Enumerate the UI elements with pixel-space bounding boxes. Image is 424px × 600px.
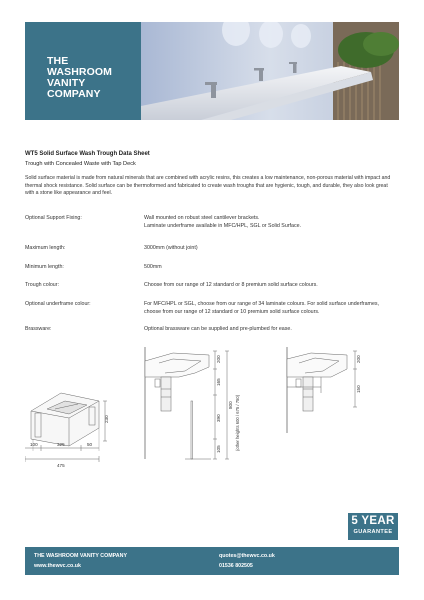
dim-right-150: 150 bbox=[356, 385, 361, 393]
page-title: WT5 Solid Surface Wash Trough Data Sheet bbox=[25, 151, 150, 157]
dim-right-200: 200 bbox=[356, 355, 361, 363]
spec-label: Optional underframe colour: bbox=[25, 301, 91, 307]
logo-line: VANITY bbox=[47, 77, 86, 89]
dim-230: 230 bbox=[104, 415, 109, 423]
dim-side-105: 105 bbox=[216, 445, 221, 453]
spec-label: Trough colour: bbox=[25, 282, 59, 288]
badge-label: GUARANTEE bbox=[353, 529, 393, 535]
dim-side-200: 200 bbox=[216, 355, 221, 363]
spec-label: Maximum length: bbox=[25, 245, 66, 251]
dim-side-390: 390 bbox=[216, 414, 221, 422]
dim-side-800: 800 bbox=[228, 401, 233, 409]
spec-label: Minimum length: bbox=[25, 264, 64, 270]
technical-drawings bbox=[25, 343, 399, 468]
logo-line: COMPANY bbox=[47, 88, 101, 100]
logo-line: THE bbox=[47, 55, 69, 67]
spec-label: Optional Support Fixing: bbox=[25, 215, 82, 221]
drawings-svg bbox=[25, 343, 399, 468]
dim-475: 475 bbox=[57, 463, 65, 468]
dim-side-heights: (other heights 600 / 675 / 750) bbox=[235, 394, 240, 451]
right-section-view bbox=[287, 347, 357, 433]
spec-value: Optional brassware can be supplied and pre-plumbed for ease. bbox=[144, 326, 292, 332]
spec-value: 500mm bbox=[144, 264, 162, 270]
footer-website-link[interactable]: www.thewvc.co.uk bbox=[34, 563, 81, 569]
footer bbox=[25, 547, 399, 575]
dim-325: 325 bbox=[57, 442, 65, 447]
footer-company: THE WASHROOM VANITY COMPANY bbox=[34, 553, 127, 559]
spec-label: Brassware: bbox=[25, 326, 52, 332]
logo-line: WASHROOM bbox=[47, 66, 112, 78]
spec-value: For MFC/HPL or SGL, choose from our range of 34 laminate colours. For solid surface underframes, choose from our range of 12 standard or 10 premium solid surface colours. bbox=[144, 301, 380, 316]
spec-value: Wall mounted on robust steel cantilever brackets. Laminate underframe available in MFC/HPL, SGL or Solid Surface. bbox=[144, 215, 302, 230]
footer-phone: 01536 802505 bbox=[219, 563, 253, 569]
company-logo bbox=[47, 56, 112, 100]
dim-100: 100 bbox=[30, 442, 38, 447]
product-photo bbox=[141, 22, 399, 120]
badge-years: 5 YEAR bbox=[351, 515, 395, 527]
trough-3d-view bbox=[25, 393, 107, 462]
footer-email-link[interactable]: quotes@thewvc.co.uk bbox=[219, 553, 275, 559]
spec-row-support bbox=[25, 214, 397, 234]
page-subtitle: Trough with Concealed Waste with Tap Deck bbox=[25, 161, 136, 167]
spec-value: 3000mm (without joint) bbox=[144, 245, 198, 251]
spec-value: Choose from our range of 12 standard or 8 premium solid surface colours. bbox=[144, 282, 318, 288]
dim-50: 50 bbox=[87, 442, 93, 447]
wash-trough-photo bbox=[141, 22, 399, 120]
guarantee-badge bbox=[348, 513, 398, 540]
dim-side-165: 165 bbox=[216, 378, 221, 386]
intro-paragraph: Solid surface material is made from natural minerals that are combined with acrylic resins, this creates a low maintenance, non-porous material with impact and thermal shock resistance. Solid surface can be thermoformed and fabricated to create wash troughs that are hygienic, tough, and durable, they also look great with a stone like appearance and feel. bbox=[25, 175, 391, 197]
